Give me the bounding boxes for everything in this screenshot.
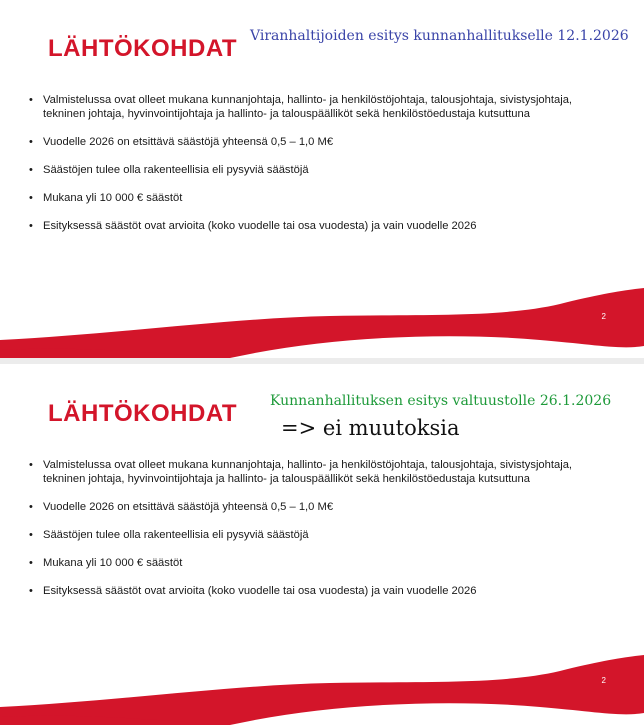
list-item: • Vuodelle 2026 on etsittävä säästöjä yhteensä 0,5 – 1,0 M€ <box>29 501 334 513</box>
page-number: 2 <box>601 676 606 685</box>
slide-2 <box>0 364 644 725</box>
list-item: • Mukana yli 10 000 € säästöt <box>29 192 183 204</box>
list-item: • Vuodelle 2026 on etsittävä säästöjä yhteensä 0,5 – 1,0 M€ <box>29 136 334 148</box>
slide-annotation: Kunnanhallituksen esitys valtuustolle 26.1.2026 <box>270 393 612 409</box>
slide-1 <box>0 0 644 359</box>
page-number: 2 <box>601 312 606 321</box>
list-item: • Valmistelussa ovat olleet mukana kunnanjohtaja, hallinto- ja henkilöstöjohtaja, talousjohtaja, sivistysjohtaja, tekninen johtaja, hyvinvointijohtaja ja hallinto- ja talouspäälliköt sekä henkilöstöedustaja kutsuttuna <box>29 459 573 485</box>
slide-title: LÄHTÖKOHDAT <box>48 35 238 62</box>
list-item: • Mukana yli 10 000 € säästöt <box>29 557 183 569</box>
slide-annotation: Viranhaltijoiden esitys kunnanhallitukselle 12.1.2026 <box>250 28 629 44</box>
list-item: • Esityksessä säästöt ovat arvioita (koko vuodelle tai osa vuodesta) ja vain vuodelle 2026 <box>29 220 477 232</box>
slide-annotation-no-changes: => ei muutoksia <box>281 416 460 440</box>
list-item: • Esityksessä säästöt ovat arvioita (koko vuodelle tai osa vuodesta) ja vain vuodelle 2026 <box>29 585 477 597</box>
list-item: • Säästöjen tulee olla rakenteellisia eli pysyviä säästöjä <box>29 529 309 541</box>
bullet-list <box>27 93 597 247</box>
slide-title: LÄHTÖKOHDAT <box>48 400 238 427</box>
bullet-list <box>27 458 597 612</box>
list-item: • Valmistelussa ovat olleet mukana kunnanjohtaja, hallinto- ja henkilöstöjohtaja, talousjohtaja, sivistysjohtaja, tekninen johtaja, hyvinvointijohtaja ja hallinto- ja talouspäälliköt sekä henkilöstöedustaja kutsuttuna <box>29 94 573 120</box>
list-item: • Säästöjen tulee olla rakenteellisia eli pysyviä säästöjä <box>29 164 309 176</box>
wave-decoration <box>0 645 644 725</box>
wave-decoration <box>0 278 644 358</box>
